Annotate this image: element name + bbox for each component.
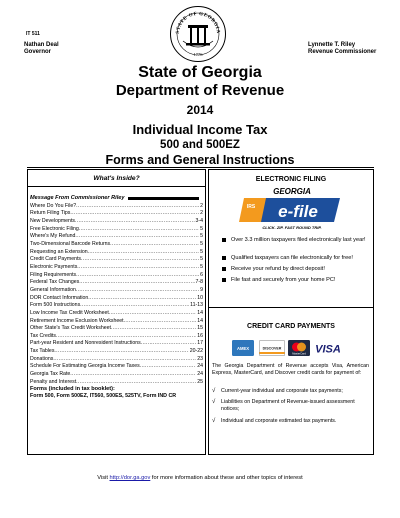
seal-year: 1776 bbox=[193, 52, 203, 57]
toc-leader bbox=[109, 310, 196, 318]
toc-label: Schedule For Estimating Georgia Income Taxes bbox=[30, 363, 140, 370]
toc-page: 14 bbox=[197, 317, 203, 324]
title-tax-type: Individual Income Tax bbox=[132, 122, 268, 137]
toc-leader bbox=[111, 325, 196, 333]
toc-label: DOR Contact Information bbox=[30, 294, 89, 301]
toc-page: 2 bbox=[200, 202, 203, 209]
toc-row bbox=[30, 203, 203, 211]
visa-label: VISA bbox=[315, 343, 341, 356]
toc-page: 5 bbox=[200, 233, 203, 240]
toc-leader bbox=[79, 226, 199, 234]
toc-row bbox=[30, 371, 203, 379]
toc-row bbox=[30, 226, 203, 234]
toc-row bbox=[30, 249, 203, 257]
seal-text: STATE OF GEORGIA bbox=[175, 11, 221, 35]
contents-divider bbox=[28, 186, 205, 187]
toc-leader bbox=[70, 371, 196, 379]
amex-label: AMEX bbox=[236, 346, 250, 351]
toc-row bbox=[30, 302, 203, 310]
discover-card-icon bbox=[259, 340, 285, 356]
toc-page: 17 bbox=[197, 340, 203, 347]
title-instructions: Forms and General Instructions bbox=[105, 153, 295, 167]
toc-leader bbox=[140, 363, 196, 371]
right-panel bbox=[208, 169, 374, 455]
mastercard-label: MasterCard bbox=[292, 352, 306, 356]
toc-page: 16 bbox=[197, 332, 203, 339]
toc-row bbox=[30, 218, 203, 226]
efile-bullet-1 bbox=[231, 237, 367, 244]
toc-row bbox=[30, 356, 203, 364]
toc-page: 25 bbox=[197, 378, 203, 385]
toc-label: Two-Dimensional Barcode Returns bbox=[30, 240, 111, 247]
toc-label: Retirement Income Exclusion Worksheet bbox=[30, 317, 124, 324]
toc-page: 9 bbox=[200, 286, 203, 293]
toc-row bbox=[30, 233, 203, 241]
contents-heading: What's Inside? bbox=[93, 175, 140, 182]
toc-row bbox=[30, 287, 203, 295]
credit-card-heading: CREDIT CARD PAYMENTS bbox=[247, 323, 335, 330]
toc-row bbox=[30, 241, 203, 249]
toc-label: Where's My Refund bbox=[30, 233, 76, 240]
toc-label: Tax Credits bbox=[30, 332, 56, 339]
efile-bullet-2 bbox=[231, 255, 367, 262]
georgia-efile-logo bbox=[236, 186, 348, 232]
toc-page: 20-22 bbox=[189, 348, 203, 355]
efile-logo-irs: IRS bbox=[246, 204, 256, 210]
commissioner-message-label: Message From Commissioner Riley bbox=[30, 195, 125, 201]
efile-bullet-text: Receive your refund by direct deposit! bbox=[231, 266, 325, 272]
title-rule bbox=[27, 167, 374, 168]
toc-row bbox=[30, 325, 203, 333]
toc-page: 6 bbox=[200, 271, 203, 278]
title-state: State of Georgia bbox=[138, 64, 262, 81]
toc-page: 24 bbox=[197, 371, 203, 378]
toc-label: Federal Tax Changes bbox=[30, 279, 80, 286]
toc-label: Requesting an Extension bbox=[30, 248, 88, 255]
footer-suffix: for more information about these and other topics of interest bbox=[150, 475, 303, 481]
toc-label: Other State's Tax Credit Worksheet bbox=[30, 325, 111, 332]
toc-label: Where Do You File? bbox=[30, 202, 77, 209]
credit-card-item-text: Current-year individual and corporate tax payments; bbox=[221, 388, 343, 394]
toc-page: 5 bbox=[200, 225, 203, 232]
toc-row bbox=[30, 348, 203, 356]
toc-page: 5 bbox=[200, 248, 203, 255]
credit-card-item-text: Individual and corporate estimated tax payments. bbox=[221, 418, 337, 424]
governor-title: Governor bbox=[24, 49, 52, 55]
efile-bullet-text: Over 3.3 million taxpayers filed electronically last year! bbox=[231, 237, 366, 243]
toc-page: 24 bbox=[197, 363, 203, 370]
commissioner-message-row bbox=[30, 195, 203, 203]
toc-row bbox=[30, 295, 203, 303]
toc-row bbox=[30, 333, 203, 341]
credit-card-item-1 bbox=[212, 388, 367, 395]
toc-label: Donations bbox=[30, 355, 54, 362]
check-icon: √ bbox=[212, 418, 216, 424]
mastercard-icon bbox=[288, 340, 310, 356]
toc-leader bbox=[76, 379, 196, 387]
toc-row bbox=[30, 279, 203, 287]
toc-label: Penalty and Interest bbox=[30, 378, 77, 385]
check-icon: √ bbox=[212, 399, 216, 405]
toc-row bbox=[30, 379, 203, 387]
toc-page: 5 bbox=[200, 263, 203, 270]
toc-page: 7-8 bbox=[195, 279, 203, 286]
forms-list: Form 500, Form 500EZ, IT560, 500ES, 525TV, Form IND CR bbox=[30, 393, 177, 400]
toc-row bbox=[30, 340, 203, 348]
toc-row bbox=[30, 318, 203, 326]
efile-bullet-text: Qualified taxpayers can file electronically for free! bbox=[231, 255, 353, 261]
efile-logo-main: e-file bbox=[278, 202, 318, 221]
toc-row bbox=[30, 363, 203, 371]
toc-page: 5 bbox=[200, 256, 203, 263]
toc-label: Form 500 Instructions bbox=[30, 302, 81, 309]
amex-card-icon bbox=[232, 340, 254, 356]
toc-leader bbox=[88, 249, 199, 257]
toc-page: 10 bbox=[197, 294, 203, 301]
panel-divider bbox=[209, 307, 373, 308]
toc-leader bbox=[110, 241, 199, 249]
footer-prefix: Visit bbox=[97, 475, 110, 481]
toc-row bbox=[30, 210, 203, 218]
title-department: Department of Revenue bbox=[115, 82, 285, 99]
title-year: 2014 bbox=[186, 103, 214, 117]
efile-bullet-3 bbox=[231, 266, 367, 273]
toc-page: 5 bbox=[200, 240, 203, 247]
toc-leader bbox=[80, 302, 189, 310]
footer bbox=[0, 475, 400, 481]
commissioner-title: Revenue Commissioner bbox=[308, 49, 377, 55]
toc-page: 3-4 bbox=[195, 217, 203, 224]
toc-label: Free Electronic Filing bbox=[30, 225, 79, 232]
toc-leader bbox=[56, 333, 196, 341]
form-code: IT 511 bbox=[26, 31, 40, 37]
efile-bullet-text: File fast and securely from your home PC! bbox=[231, 277, 336, 283]
toc-leader bbox=[53, 356, 196, 364]
contents-box bbox=[27, 169, 206, 455]
toc-leader bbox=[76, 203, 199, 211]
toc-label: Georgia Tax Rate bbox=[30, 371, 71, 378]
visa-card-icon bbox=[313, 340, 343, 356]
toc-leader bbox=[79, 279, 194, 287]
toc-page: 11-13 bbox=[190, 302, 203, 309]
check-icon: √ bbox=[212, 388, 216, 394]
toc-leader bbox=[141, 340, 196, 348]
toc-leader bbox=[77, 264, 199, 272]
commissioner-name: Lynnette T. Riley bbox=[308, 42, 356, 48]
toc-leader bbox=[54, 348, 188, 356]
toc-label: Return Filing Tips bbox=[30, 210, 71, 217]
toc-leader bbox=[81, 256, 199, 264]
toc-row bbox=[30, 272, 203, 280]
credit-card-item-3 bbox=[212, 418, 367, 425]
toc-leader bbox=[76, 287, 199, 295]
toc-row bbox=[30, 264, 203, 272]
commissioner-block bbox=[308, 42, 376, 56]
toc-page: 2 bbox=[200, 210, 203, 217]
dor-website-link[interactable]: http://dor.ga.gov bbox=[109, 475, 151, 481]
credit-card-item-2 bbox=[212, 399, 367, 412]
toc-label: Part-year Resident and Nonresident Instructions bbox=[30, 340, 141, 347]
toc-label: Filing Requirements bbox=[30, 271, 77, 278]
toc-page: 15 bbox=[197, 325, 203, 332]
governor-block bbox=[24, 42, 59, 56]
efile-bullet-4 bbox=[231, 277, 367, 284]
toc-leader bbox=[75, 233, 199, 241]
toc-label: Low Income Tax Credit Worksheet bbox=[30, 309, 109, 316]
toc-label: General Information bbox=[30, 286, 76, 293]
forms-heading: Forms (included in tax booklet): bbox=[30, 386, 115, 393]
toc-label: Credit Card Payments bbox=[30, 256, 82, 263]
governor-name: Nathan Deal bbox=[24, 42, 59, 48]
toc-label: Tax Tables bbox=[30, 348, 55, 355]
credit-card-item-text: Liabilities on Department of Revenue-issued assessment notices; bbox=[221, 399, 355, 412]
toc-page: 14 bbox=[197, 309, 203, 316]
efile-logo-tagline: CLICK. ZIP. FAST ROUND TRIP. bbox=[262, 225, 322, 230]
toc-page: 23 bbox=[197, 355, 203, 362]
bullet-square bbox=[222, 267, 226, 271]
bullet-square bbox=[222, 278, 226, 282]
credit-card-description: The Georgia Department of Revenue accepts Visa, American Express, MasterCard, and Discover credit cards for payment of: bbox=[212, 363, 369, 376]
toc-label: New Developments bbox=[30, 217, 75, 224]
contents-list bbox=[30, 195, 203, 400]
section-bar bbox=[128, 197, 199, 200]
toc-leader bbox=[75, 218, 195, 226]
toc-leader bbox=[76, 272, 199, 280]
toc-leader bbox=[88, 295, 196, 303]
bullet-square bbox=[222, 256, 226, 260]
georgia-state-seal bbox=[169, 5, 227, 63]
toc-leader bbox=[70, 210, 199, 218]
bullet-square bbox=[222, 238, 226, 242]
toc-row bbox=[30, 256, 203, 264]
efile-heading: ELECTRONIC FILING bbox=[255, 176, 327, 183]
title-forms: 500 and 500EZ bbox=[160, 139, 240, 151]
toc-row bbox=[30, 310, 203, 318]
efile-logo-top: GEORGIA bbox=[273, 187, 311, 196]
toc-leader bbox=[124, 318, 197, 326]
toc-label: Electronic Payments bbox=[30, 263, 78, 270]
discover-label: DISCOVER bbox=[262, 346, 282, 351]
